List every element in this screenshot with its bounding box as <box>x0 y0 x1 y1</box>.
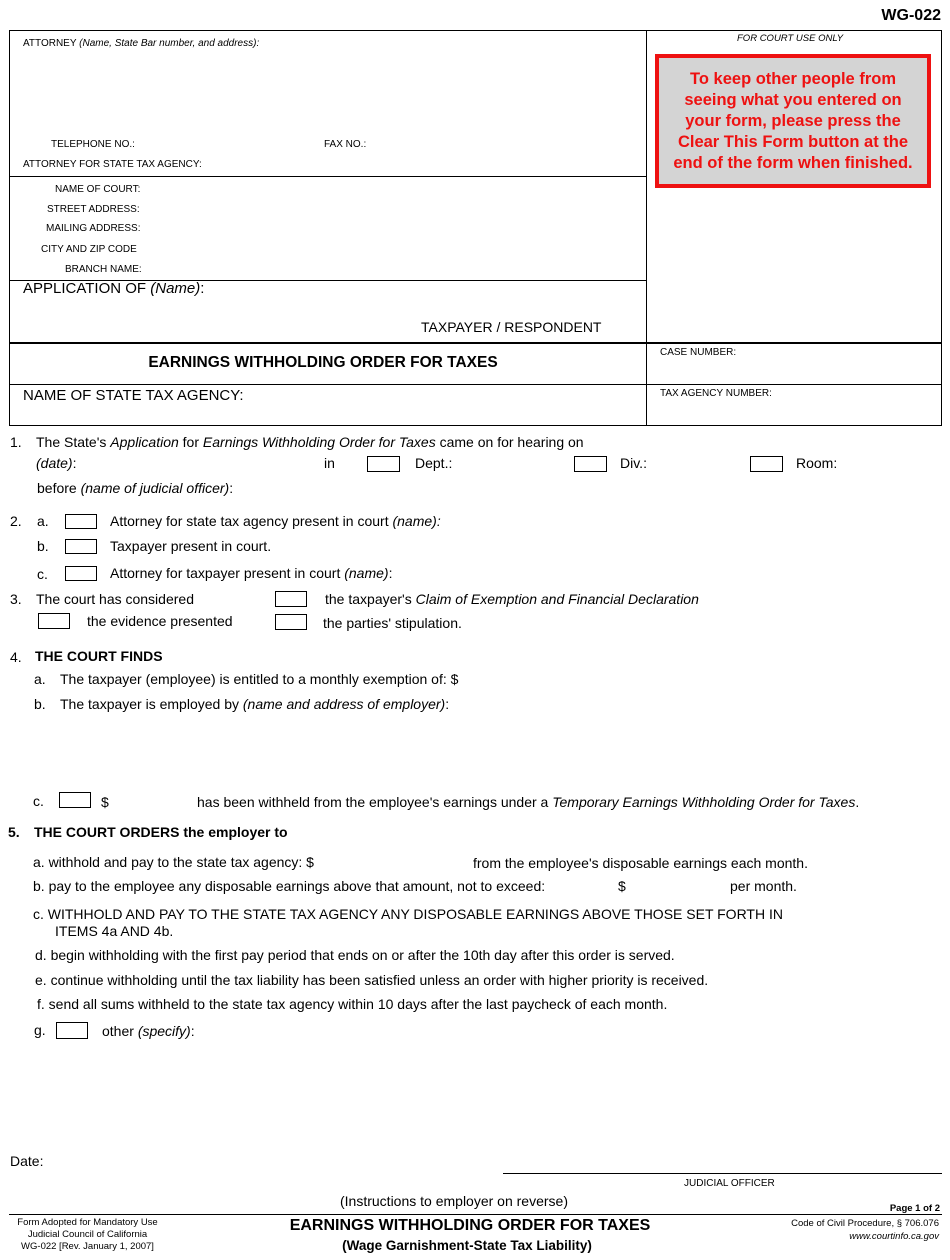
name-of-court-label: NAME OF COURT: <box>55 184 141 195</box>
hearing-date-label: (date): <box>36 455 77 471</box>
form-number: WG-022 <box>881 7 941 24</box>
item-2c-text: Attorney for taxpayer present in court (name): <box>110 565 393 581</box>
item-5d-text: d. begin withholding with the first pay period that ends on or after the 10th day after this order is served. <box>35 947 675 963</box>
room-label: Room: <box>796 455 838 471</box>
item-2a-letter: a. <box>37 513 49 529</box>
div-label: Div.: <box>620 455 647 471</box>
form-adopted-notice: Form Adopted for Mandatory Use Judicial Council of California WG-022 [Rev. January 1, 2007] <box>17 1217 158 1252</box>
court-orders-heading: THE COURT ORDERS the employer to <box>34 824 288 840</box>
code-citation: Code of Civil Procedure, § 706.076 <box>791 1218 939 1229</box>
judicial-officer-name-label: before (name of judicial officer): <box>37 480 234 496</box>
court-use-only-label: FOR COURT USE ONLY <box>737 33 844 44</box>
item-5-number: 5. <box>8 824 20 840</box>
footer-subtitle: (Wage Garnishment-State Tax Liability) <box>342 1238 592 1253</box>
withheld-dollar-sign: $ <box>101 794 109 810</box>
item-3-text: The court has considered <box>36 591 194 607</box>
city-zip-label: CITY AND ZIP CODE <box>41 244 137 255</box>
in-label: in <box>324 455 335 471</box>
case-number-label: CASE NUMBER: <box>660 347 737 358</box>
date-label: Date: <box>10 1153 44 1169</box>
evidence-presented-label: the evidence presented <box>87 613 233 629</box>
item-5c-text-2: ITEMS 4a AND 4b. <box>55 923 174 939</box>
street-address-label: STREET ADDRESS: <box>47 204 140 215</box>
div-field[interactable] <box>574 456 607 472</box>
item-5g-letter: g. <box>34 1022 46 1038</box>
other-order-checkbox[interactable] <box>56 1022 88 1039</box>
item-2b-text: Taxpayer present in court. <box>110 538 272 554</box>
employer-label: The taxpayer is employed by (name and address of employer): <box>60 696 450 712</box>
other-specify-label: other (specify): <box>102 1023 195 1039</box>
dept-field[interactable] <box>367 456 400 472</box>
item-5a-text-2: from the employee's disposable earnings each month. <box>473 855 808 871</box>
attorney-label: ATTORNEY (Name, State Bar number, and address): <box>23 38 260 49</box>
item-2-number: 2. <box>10 513 22 529</box>
mailing-address-label: MAILING ADDRESS: <box>46 223 141 234</box>
parties-stipulation-checkbox[interactable] <box>275 614 307 630</box>
evidence-presented-checkbox[interactable] <box>38 613 70 629</box>
monthly-exemption-label: The taxpayer (employee) is entitled to a monthly exemption of: $ <box>60 671 459 687</box>
branch-name-label: BRANCH NAME: <box>65 264 142 275</box>
page-number: Page 1 of 2 <box>889 1203 940 1214</box>
item-3-number: 3. <box>10 591 22 607</box>
item-4c-letter: c. <box>33 793 44 809</box>
room-field[interactable] <box>750 456 783 472</box>
item-5a-text: a. withhold and pay to the state tax agency: $ <box>33 854 314 870</box>
taxpayer-present-checkbox[interactable] <box>65 539 97 554</box>
clear-form-warning: To keep other people from seeing what you entered on your form, please press the Clear This Form button at the end of the form when finished. <box>655 54 931 188</box>
header-divider <box>646 30 647 426</box>
attorney-for-label: ATTORNEY FOR STATE TAX AGENCY: <box>23 159 202 170</box>
item-2a-text: Attorney for state tax agency present in court (name): <box>110 513 441 529</box>
telephone-label: TELEPHONE NO.: <box>51 139 135 150</box>
item-2b-letter: b. <box>37 538 49 554</box>
state-tax-agency-label: NAME OF STATE TAX AGENCY: <box>23 387 244 404</box>
taxpayer-respondent-label: TAXPAYER / RESPONDENT <box>421 319 602 335</box>
item-4-number: 4. <box>10 649 22 665</box>
court-website-link[interactable]: www.courtinfo.ca.gov <box>849 1231 939 1242</box>
item-4a-letter: a. <box>34 671 46 687</box>
item-4b-letter: b. <box>34 696 46 712</box>
parties-stipulation-label: the parties' stipulation. <box>323 615 462 631</box>
instructions-note: (Instructions to employer on reverse) <box>340 1193 568 1209</box>
state-attorney-present-checkbox[interactable] <box>65 514 97 529</box>
temporary-order-checkbox[interactable] <box>59 792 91 808</box>
judicial-officer-label: JUDICIAL OFFICER <box>684 1178 775 1189</box>
fax-label: FAX NO.: <box>324 139 367 150</box>
court-finds-heading: THE COURT FINDS <box>35 648 163 664</box>
footer-title: EARNINGS WITHHOLDING ORDER FOR TAXES <box>289 1217 651 1234</box>
item-5c-text: c. WITHHOLD AND PAY TO THE STATE TAX AGENCY ANY DISPOSABLE EARNINGS ABOVE THOSE SET FORTH IN <box>33 906 783 922</box>
footer-rule <box>9 1214 942 1215</box>
signature-line <box>503 1173 942 1174</box>
withheld-text: has been withheld from the employee's earnings under a Temporary Earnings Withholding Order for Taxes. <box>197 794 860 810</box>
application-of-label: APPLICATION OF (Name): <box>23 280 205 297</box>
taxpayer-attorney-present-checkbox[interactable] <box>65 566 97 581</box>
item-5b-text-2: per month. <box>730 878 797 894</box>
item-5b-dollar-sign: $ <box>618 878 626 894</box>
item-1-text: The State's Application for Earnings Withholding Order for Taxes came on for hearing on <box>36 434 584 450</box>
item-5f-text: f. send all sums withheld to the state tax agency within 10 days after the last paycheck of each month. <box>37 996 668 1012</box>
claim-of-exemption-label: the taxpayer's Claim of Exemption and Financial Declaration <box>325 591 699 607</box>
item-1-number: 1. <box>10 434 22 450</box>
claim-of-exemption-checkbox[interactable] <box>275 591 307 607</box>
form-title: EARNINGS WITHHOLDING ORDER FOR TAXES <box>148 354 498 371</box>
dept-label: Dept.: <box>415 455 453 471</box>
item-5e-text: e. continue withholding until the tax liability has been satisfied unless an order with higher priority is received. <box>35 972 709 988</box>
item-5b-text: b. pay to the employee any disposable earnings above that amount, not to exceed: <box>33 878 546 894</box>
item-2c-letter: c. <box>37 566 48 582</box>
tax-agency-number-label: TAX AGENCY NUMBER: <box>660 388 772 399</box>
